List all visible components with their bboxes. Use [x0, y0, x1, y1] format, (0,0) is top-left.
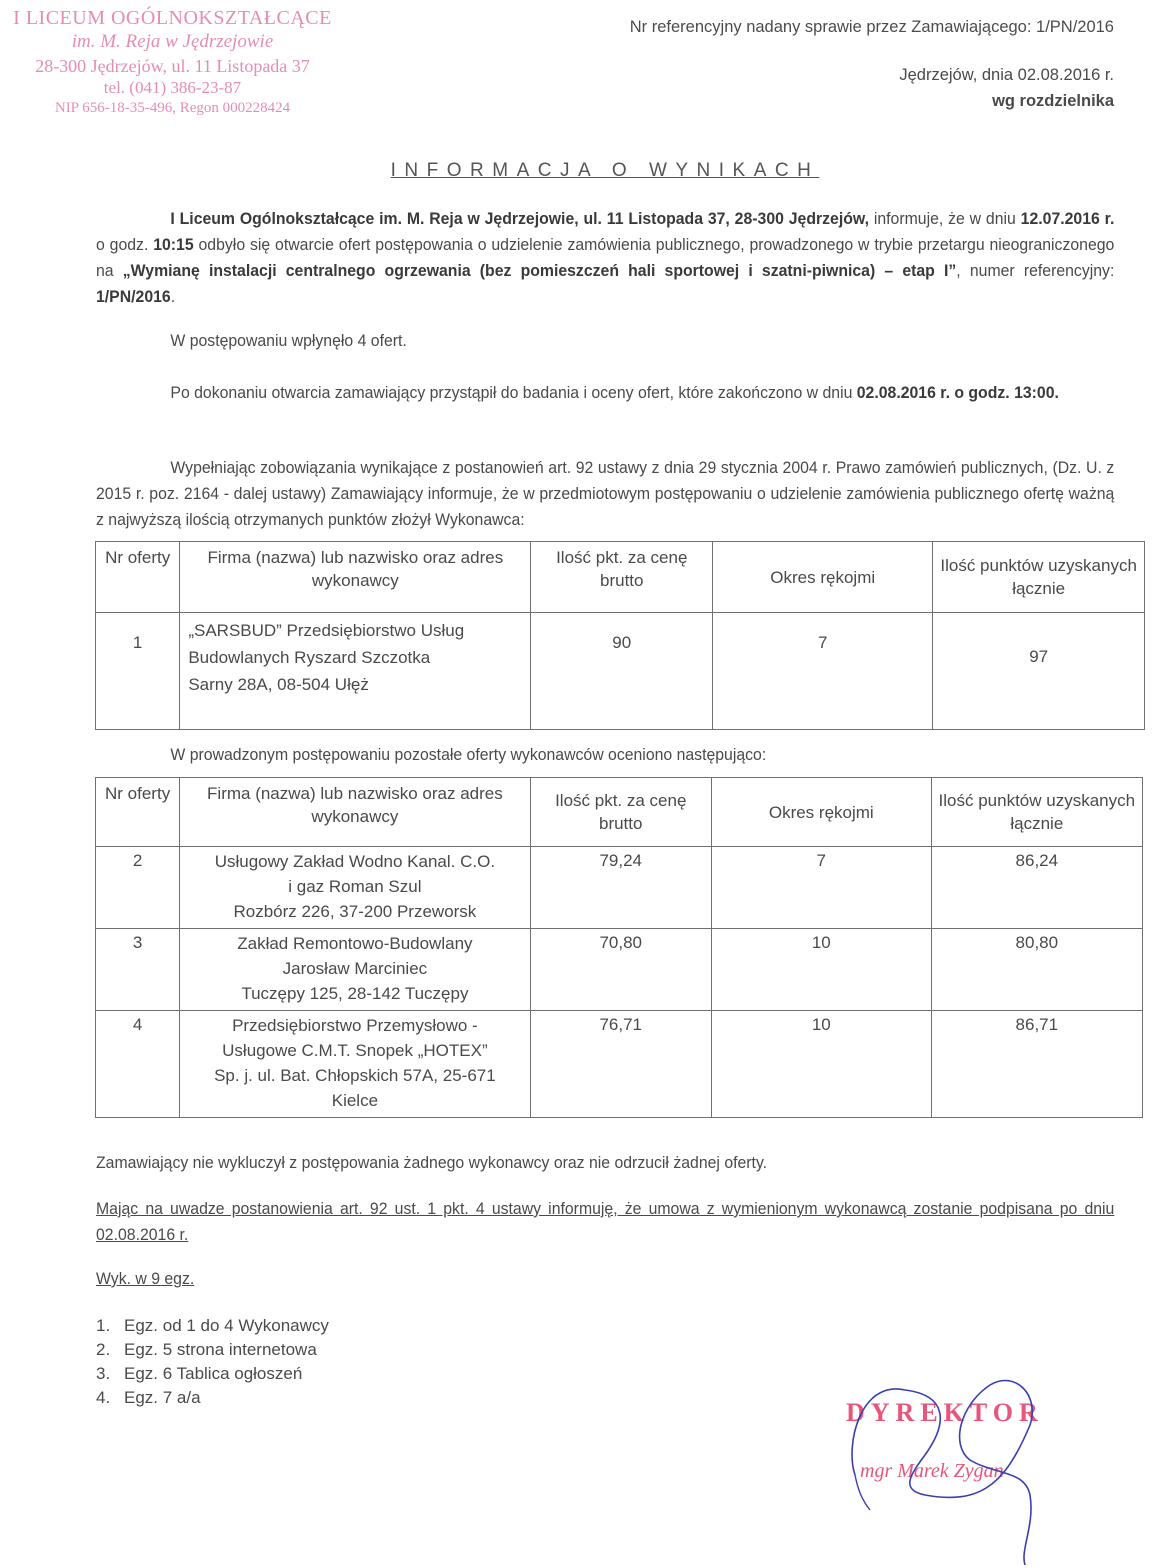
winner-table	[95, 541, 1145, 730]
table-row	[96, 1011, 1143, 1118]
offer-warranty: 10	[711, 1011, 931, 1118]
handwritten-signature-icon	[830, 1365, 1060, 1565]
firm-line: Usługowy Zakład Wodno Kanal. C.O.	[214, 852, 496, 871]
table-header-row	[96, 542, 1145, 613]
offer-price-points: 79,24	[530, 847, 711, 929]
stamp-line-2: im. M. Reja w Jędrzejowie	[71, 31, 274, 52]
firm-line: Tuczępy 125, 28-142 Tuczępy	[241, 984, 469, 1003]
header-firm: Firma (nazwa) lub nazwisko oraz adres wykonawcy	[180, 542, 531, 613]
stamp-line-5: NIP 656-18-35-496, Regon 000228424	[54, 100, 291, 116]
firm-line: Kielce	[331, 1091, 379, 1110]
text: odbyło się otwarcie ofert postępowania o udzielenie zamówienia publicznego, prowadzonego w trybie przetargu nieograniczonego na	[96, 235, 1115, 280]
list-text: Egz. 7 a/a	[124, 1388, 201, 1407]
director-stamp-title: DYREKTOR	[846, 1398, 1044, 1427]
text: o godz.	[96, 235, 154, 254]
table-header-row	[96, 778, 1143, 847]
reference-number: Nr referencyjny nadany sprawie przez Zamawiającego: 1/PN/2016	[629, 18, 1114, 36]
text: .	[170, 287, 176, 306]
firm-line: i gaz Roman Szul	[288, 877, 422, 896]
list-item	[96, 1386, 329, 1410]
firm-line: Jarosław Marciniec	[282, 959, 428, 978]
school-stamp	[0, 6, 345, 118]
tender-subject: „Wymianę instalacji centralnego ogrzewania (bez pomieszczeń hali sportowej i szatni-piwnica) – etap I”	[122, 261, 957, 280]
offer-price-points: 90	[531, 613, 713, 730]
list-number: 4.	[96, 1388, 111, 1407]
legal-basis-paragraph: Wypełniając zobowiązania wynikające z postanowień art. 92 ustawy z dnia 29 stycznia 2004 r. Prawo zamówień publicznych, (Dz. U. z 2015 r. poz. 2164 - dalej ustawy) Zamawiający informuje, że w przedmiotowym postępowaniu o udzielenie zamówienia publicznego ofertę ważną z najwyższą ilością otrzymanych punktów złożył Wykonawca:	[96, 458, 1115, 529]
opening-date: 12.07.2016 r.	[1020, 209, 1115, 228]
list-item	[96, 1314, 329, 1338]
stamp-line-3: 28-300 Jędrzejów, ul. 11 Listopada 37	[35, 56, 310, 76]
document-title: INFORMACJA O WYNIKACH	[390, 160, 820, 181]
offer-nr: 3	[96, 929, 180, 1011]
offer-firm	[180, 1011, 530, 1118]
firm-line: Rozbórz 226, 37-200 Przeworsk	[233, 902, 477, 921]
table-row	[96, 929, 1143, 1011]
offer-firm	[180, 613, 531, 730]
offer-nr: 2	[96, 847, 180, 929]
director-stamp-name: mgr Marek Zygan	[860, 1460, 1004, 1482]
offer-total: 97	[933, 613, 1145, 730]
text: Po dokonaniu otwarcia zamawiający przystąpił do badania i oceny ofert, które zakończono w dniu	[170, 383, 857, 402]
list-text: Egz. 6 Tablica ogłoszeń	[124, 1364, 303, 1383]
firm-line: Zakład Remontowo-Budowlany	[237, 934, 473, 953]
evaluation-end-date: 02.08.2016 r. o godz. 13:00.	[856, 383, 1059, 402]
list-number: 1.	[96, 1316, 111, 1335]
offer-firm	[180, 847, 530, 929]
firm-line: Budowlanych Ryszard Szczotka	[188, 648, 431, 667]
opening-time: 10:15	[153, 235, 194, 254]
offer-total: 86,24	[931, 847, 1142, 929]
other-offers-intro: W prowadzonym postępowaniu pozostałe oferty wykonawców oceniono następująco:	[170, 745, 767, 764]
other-offers-table	[95, 777, 1143, 1118]
offer-total: 86,71	[931, 1011, 1142, 1118]
opening-paragraph	[96, 206, 1114, 310]
offer-nr: 4	[96, 1011, 180, 1118]
list-number: 3.	[96, 1364, 111, 1383]
header-nr: Nr oferty	[96, 778, 180, 847]
offer-price-points: 76,71	[530, 1011, 711, 1118]
city-date: Jędrzejów, dnia 02.08.2016 r.	[899, 66, 1114, 84]
firm-line: Przedsiębiorstwo Przemysłowo -	[232, 1016, 478, 1035]
list-text: Egz. 5 strona internetowa	[124, 1340, 317, 1359]
bidder-org: I Liceum Ogólnokształcące im. M. Reja w Jędrzejowie, ul. 11 Listopada 37, 28-300 Jędrzejów,	[170, 209, 870, 228]
offer-nr: 1	[96, 613, 180, 730]
text: informuje, że w dniu	[869, 209, 1021, 228]
header-price-points: Ilość pkt. za cenę brutto	[531, 542, 713, 613]
offer-firm	[180, 929, 530, 1011]
contract-signing-paragraph: Mając na uwadze postanowienia art. 92 ust. 1 pkt. 4 ustawy informuję, że umowa z wymienionym wykonawcą zostanie podpisana po dniu 02.08.2016 r.	[96, 1199, 1115, 1244]
header-total: Ilość punktów uzyskanych łącznie	[931, 778, 1142, 847]
text: , numer referencyjny:	[956, 261, 1115, 280]
list-item	[96, 1338, 329, 1362]
evaluation-paragraph	[96, 380, 1114, 406]
offer-warranty: 7	[713, 613, 933, 730]
offer-warranty: 10	[711, 929, 931, 1011]
list-number: 2.	[96, 1340, 111, 1359]
offer-price-points: 70,80	[530, 929, 711, 1011]
header-total: Ilość punktów uzyskanych łącznie	[933, 542, 1145, 613]
header-warranty: Okres rękojmi	[711, 778, 931, 847]
stamp-line-1: I LICEUM OGÓLNOKSZTAŁCĄCE	[13, 7, 332, 29]
reference-id: 1/PN/2016	[96, 287, 171, 306]
firm-line: „SARSBUD” Przedsiębiorstwo Usług	[188, 621, 465, 640]
table-row	[96, 613, 1145, 730]
offer-warranty: 7	[711, 847, 931, 929]
distribution-note: wg rozdzielnika	[992, 92, 1114, 110]
list-text: Egz. od 1 do 4 Wykonawcy	[124, 1316, 329, 1335]
offer-total: 80,80	[931, 929, 1142, 1011]
list-item	[96, 1362, 329, 1386]
header-nr: Nr oferty	[96, 542, 180, 613]
header-warranty: Okres rękojmi	[713, 542, 933, 613]
no-exclusions-paragraph: Zamawiający nie wykluczył z postępowania żadnego wykonawcy oraz nie odrzucił żadnej oferty.	[96, 1153, 768, 1172]
stamp-line-4: tel. (041) 386-23-87	[103, 78, 242, 97]
header-firm: Firma (nazwa) lub nazwisko oraz adres wykonawcy	[180, 778, 530, 847]
copies-heading: Wyk. w 9 egz.	[96, 1269, 195, 1288]
distribution-list	[96, 1314, 329, 1410]
offers-count-paragraph: W postępowaniu wpłynęło 4 ofert.	[170, 331, 407, 350]
header-price-points: Ilość pkt. za cenę brutto	[530, 778, 711, 847]
firm-line: Usługowe C.M.T. Snopek „HOTEX”	[222, 1041, 488, 1060]
firm-line: Sarny 28A, 08-504 Ułęż	[188, 675, 369, 694]
table-row	[96, 847, 1143, 929]
firm-line: Sp. j. ul. Bat. Chłopskich 57A, 25-671	[214, 1066, 496, 1085]
